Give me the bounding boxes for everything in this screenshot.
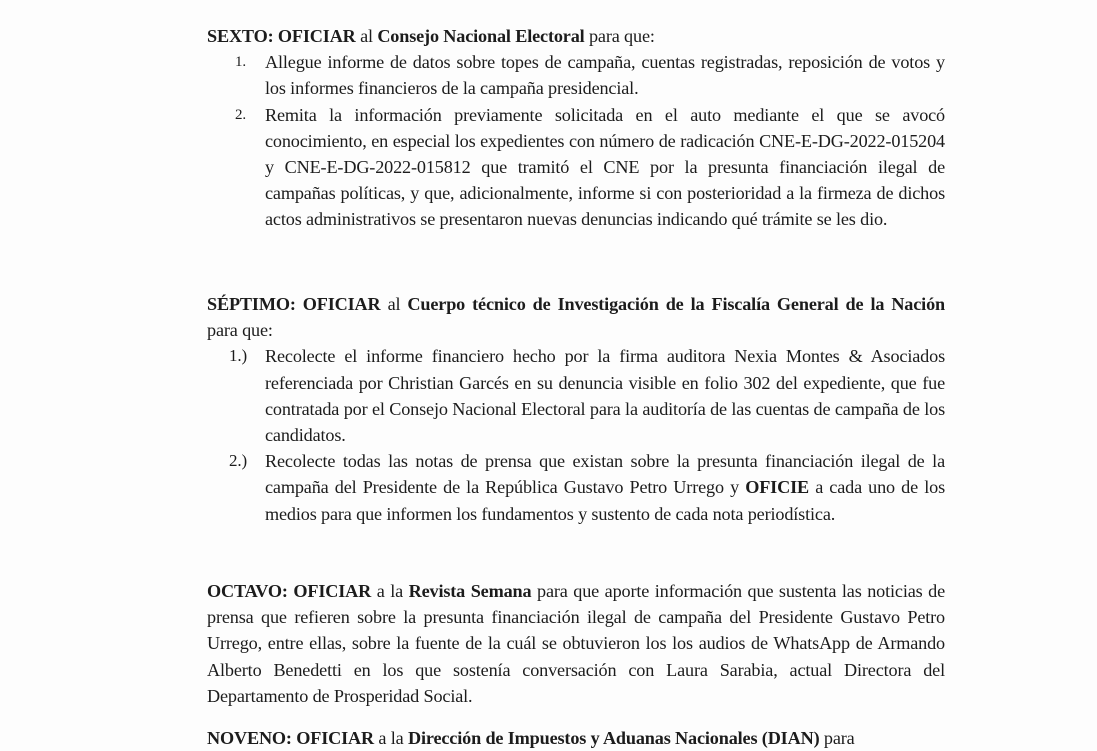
heading-ordinal: NOVENO: bbox=[207, 728, 292, 748]
heading-ordinal: SEXTO: bbox=[207, 26, 274, 46]
heading-action: OFICIAR bbox=[293, 581, 372, 601]
heading-connector: al bbox=[387, 294, 401, 314]
heading-entity: Revista Semana bbox=[408, 581, 532, 601]
heading-connector: a la bbox=[378, 728, 404, 748]
list-item bbox=[207, 343, 945, 448]
heading-tail: para que: bbox=[588, 26, 655, 46]
heading-action: OFICIAR bbox=[277, 26, 356, 46]
item-number: 1. bbox=[235, 54, 246, 71]
section-heading bbox=[207, 23, 945, 49]
heading-connector: al bbox=[360, 26, 373, 46]
item-text: Remita la información previamente solicitada en el auto mediante el que se avocó conocimiento, en especial los expedientes con número de radicación CNE-E-DG-2022-015204 y CNE-E-DG-2022-015812 que tramitó el CNE por la presunta financiación ilegal de campañas políticas, y que, adicionalmente, informe si con posterioridad a la firmeza de dichos actos administrativos se presentaron nuevas denuncias indicando qué trámite se les dio. bbox=[265, 104, 945, 230]
section-octavo bbox=[207, 578, 945, 709]
heading-action: OFICIAR bbox=[302, 294, 381, 314]
heading-tail: para que: bbox=[207, 320, 273, 341]
section-sexto bbox=[207, 23, 945, 233]
item-list bbox=[207, 343, 945, 526]
heading-entity: Cuerpo técnico de Investigación de la Fiscalía General de la Nación bbox=[407, 294, 945, 314]
list-item bbox=[207, 102, 945, 233]
heading-connector: a la bbox=[376, 581, 404, 601]
section-heading bbox=[207, 725, 945, 751]
section-septimo bbox=[207, 291, 945, 527]
list-item bbox=[207, 49, 945, 101]
item-text: Allegue informe de datos sobre topes de campaña, cuentas registradas, reposición de votos y los informes financieros de la campaña presidencial. bbox=[265, 52, 945, 99]
list-item bbox=[207, 448, 945, 527]
item-bold-action: OFICIE bbox=[745, 477, 809, 498]
heading-entity: Consejo Nacional Electoral bbox=[377, 26, 585, 46]
heading-action: OFICIAR bbox=[296, 728, 375, 748]
heading-ordinal: OCTAVO: bbox=[207, 581, 288, 601]
item-number: 1.) bbox=[229, 346, 247, 366]
heading-entity: Dirección de Impuestos y Aduanas Nacionales (DIAN) bbox=[407, 728, 820, 748]
item-number: 2.) bbox=[229, 451, 247, 471]
paragraph-text: para que aporte información que sustenta las noticias de prensa que refieren sobre la presunta financiación ilegal de campaña del Presidente Gustavo Petro Urrego, entre ellas, sobre la fuente de la cuál se obtuvieron los los audios de WhatsApp de Armando Alberto Benedetti en los que sostenía conversación con Laura Sarabia, actual Directora del Departamento de Prosperidad Social. bbox=[207, 581, 946, 706]
item-number: 2. bbox=[235, 106, 246, 123]
section-paragraph bbox=[207, 578, 945, 709]
heading-ordinal: SÉPTIMO: bbox=[207, 294, 296, 314]
item-list bbox=[207, 49, 945, 232]
heading-tail: para bbox=[823, 728, 855, 748]
item-text: a cada uno de los medios para que informen los fundamentos y sustento de cada nota periodística. bbox=[265, 477, 945, 524]
item-text: Recolecte todas las notas de prensa que existan sobre la presunta financiación ilegal de la campaña del Presidente de la República Gustavo Petro Urrego y bbox=[265, 451, 945, 498]
section-noveno bbox=[207, 725, 945, 751]
section-heading bbox=[207, 291, 945, 343]
item-text: Recolecte el informe financiero hecho por la firma auditora Nexia Montes & Asociados referenciada por Christian Garcés en su denuncia visible en folio 302 del expediente, que fue contratada por el Consejo Nacional Electoral para la auditoría de las cuentas de campaña de los candidatos. bbox=[265, 346, 945, 446]
